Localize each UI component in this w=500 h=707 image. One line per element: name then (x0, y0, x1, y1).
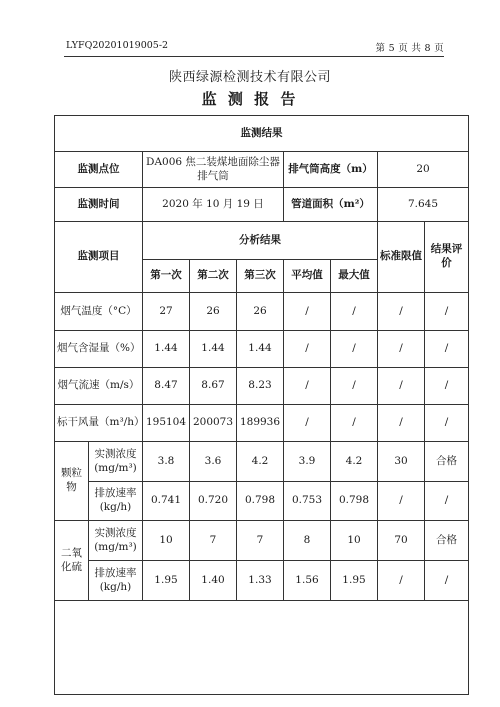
stack-height-value: 20 (378, 152, 469, 188)
cell: 8.47 (143, 368, 190, 405)
item-label: 监测项目 (55, 222, 143, 293)
time-value: 2020 年 10 月 19 日 (143, 188, 284, 222)
cell: / (331, 293, 378, 331)
cell: 200073 (190, 405, 237, 442)
cell: 1.95 (331, 561, 378, 601)
sub-row-label: 排放速率(kg/h) (89, 482, 143, 521)
table-row (55, 561, 469, 601)
blank-cell (55, 601, 469, 695)
cell: / (425, 405, 469, 442)
cell: 1.44 (237, 331, 284, 368)
cell: / (331, 405, 378, 442)
cell: 10 (331, 521, 378, 561)
cell: 0.798 (237, 482, 284, 521)
section-title: 监测结果 (55, 116, 469, 152)
cell: 0.753 (284, 482, 331, 521)
cell: 10 (143, 521, 190, 561)
cell: / (331, 368, 378, 405)
report-title: 监 测 报 告 (201, 90, 299, 108)
cell: 26 (190, 293, 237, 331)
col-header: 平均值 (284, 260, 331, 293)
cell: 0.741 (143, 482, 190, 521)
table-row (55, 405, 469, 442)
table-row (55, 442, 469, 482)
cell: / (378, 331, 425, 368)
col-header: 第一次 (143, 260, 190, 293)
cell: 30 (378, 442, 425, 482)
point-value: DA006 焦二装煤地面除尘器排气筒 (143, 152, 284, 188)
sub-row-label: 排放速率(kg/h) (89, 561, 143, 601)
cell: / (425, 561, 469, 601)
group-label: 二氧化硫 (55, 521, 89, 601)
cell: 27 (143, 293, 190, 331)
cell: / (425, 293, 469, 331)
row-label: 烟气流速（m/s） (55, 368, 143, 405)
cell: / (284, 405, 331, 442)
cell: 1.33 (237, 561, 284, 601)
row-label: 烟气温度（°C） (55, 293, 143, 331)
cell: 0.798 (331, 482, 378, 521)
cell: 4.2 (237, 442, 284, 482)
cell: 189936 (237, 405, 284, 442)
cell: 7 (237, 521, 284, 561)
cell: 8.67 (190, 368, 237, 405)
row-label: 标干风量（m³/h） (55, 405, 143, 442)
cell: / (378, 368, 425, 405)
row-label: 烟气含湿量（%） (55, 331, 143, 368)
monitoring-results-table (54, 115, 469, 695)
cell: / (284, 293, 331, 331)
table-row (55, 331, 469, 368)
cell: 1.40 (190, 561, 237, 601)
cell: / (284, 331, 331, 368)
sub-row-label: 实测浓度(mg/m³) (89, 521, 143, 561)
cell: / (425, 331, 469, 368)
cell: 26 (237, 293, 284, 331)
col-header: 最大值 (331, 260, 378, 293)
company-name: 陕西绿源检测技术有限公司 (168, 70, 331, 85)
limit-label: 标准限值 (378, 222, 425, 293)
cell: 1.56 (284, 561, 331, 601)
cell: 3.8 (143, 442, 190, 482)
cell: 3.9 (284, 442, 331, 482)
cell: 1.44 (143, 331, 190, 368)
document-id: LYFQ20201019005-2 (66, 40, 169, 51)
col-header: 第二次 (190, 260, 237, 293)
cell: 195104 (143, 405, 190, 442)
cell: / (284, 368, 331, 405)
cell: 4.2 (331, 442, 378, 482)
evaluation-label: 结果评价 (425, 222, 469, 293)
table-row (55, 293, 469, 331)
duct-area-value: 7.645 (378, 188, 469, 222)
cell: / (378, 482, 425, 521)
table-row (55, 368, 469, 405)
cell: / (331, 331, 378, 368)
cell: / (425, 482, 469, 521)
table-row (55, 521, 469, 561)
cell: / (378, 405, 425, 442)
duct-area-label: 管道面积（m²） (284, 188, 378, 222)
stack-height-label: 排气筒高度（m） (284, 152, 378, 188)
cell: 8.23 (237, 368, 284, 405)
cell: 3.6 (190, 442, 237, 482)
col-header: 第三次 (237, 260, 284, 293)
cell: / (378, 293, 425, 331)
time-label: 监测时间 (55, 188, 143, 222)
cell: 合格 (425, 521, 469, 561)
page-info: 第 5 页 共 8 页 (375, 43, 444, 54)
group-label: 颗粒物 (55, 442, 89, 521)
header-divider (64, 56, 444, 57)
cell: 1.95 (143, 561, 190, 601)
cell: / (425, 368, 469, 405)
cell: 70 (378, 521, 425, 561)
table-row (55, 482, 469, 521)
sub-row-label: 实测浓度(mg/m³) (89, 442, 143, 482)
cell: 1.44 (190, 331, 237, 368)
blank-row (55, 601, 469, 695)
point-label: 监测点位 (55, 152, 143, 188)
cell: 8 (284, 521, 331, 561)
cell: / (378, 561, 425, 601)
analysis-label: 分析结果 (143, 222, 378, 260)
cell: 合格 (425, 442, 469, 482)
cell: 0.720 (190, 482, 237, 521)
cell: 7 (190, 521, 237, 561)
